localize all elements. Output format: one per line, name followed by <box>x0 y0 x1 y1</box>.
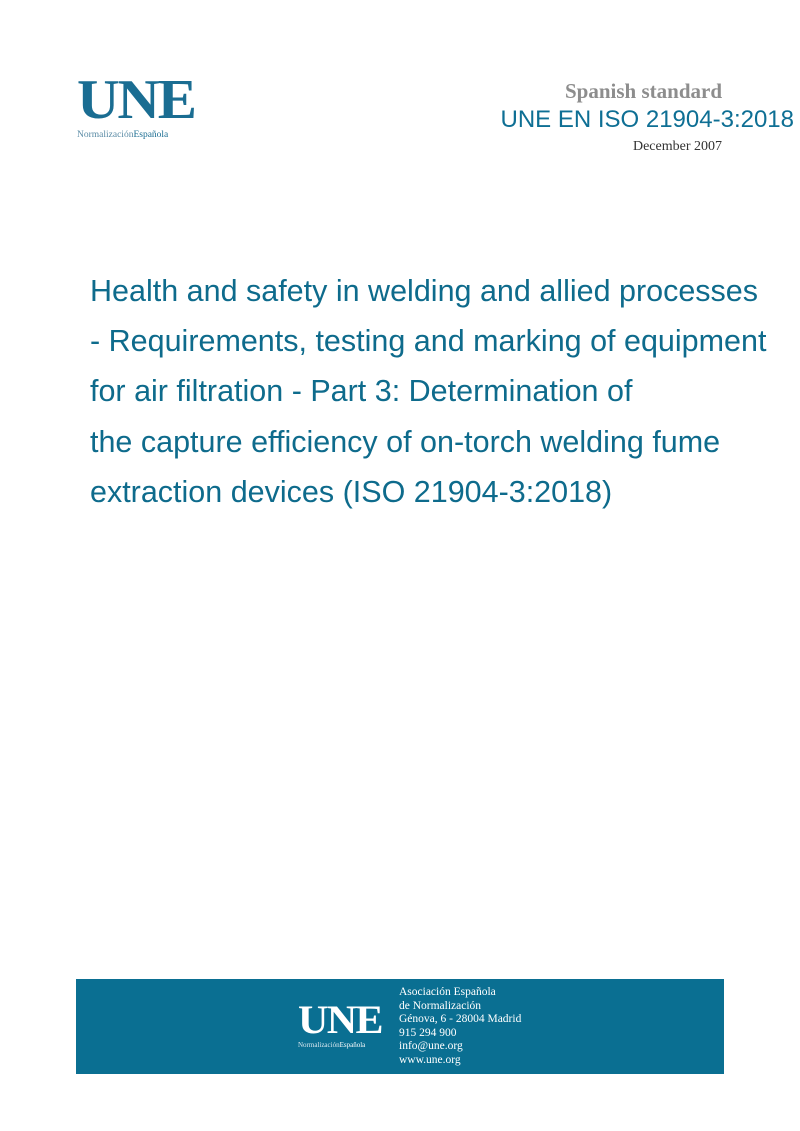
contact-email[interactable]: info@une.org <box>399 1040 463 1053</box>
contact-org-line1: Asociación Española <box>399 986 496 998</box>
logo-subtitle-part2: Española <box>133 130 169 140</box>
logo-wordmark: UNE <box>77 69 195 131</box>
footer-logo-subtitle <box>298 1041 388 1050</box>
contact-info <box>399 986 521 1068</box>
contact-address: Génova, 6 - 28004 Madrid <box>399 1013 522 1026</box>
contact-website[interactable]: www.une.org <box>399 1053 461 1066</box>
contact-org-line2: de Normalización <box>399 999 482 1012</box>
document-title <box>90 266 800 517</box>
footer-logo-subtitle-part1: Normalización <box>298 1041 340 1049</box>
title-line: - Requirements, testing and marking of equipment <box>90 324 767 359</box>
title-line: the capture efficiency of on-torch welding fume <box>90 424 721 459</box>
une-logo <box>77 69 195 141</box>
title-line: for air filtration - Part 3: Determination of <box>90 374 633 409</box>
standard-number: UNE EN ISO 21904-3:2018 <box>500 106 794 133</box>
footer-logo-wordmark: UNE <box>298 997 382 1042</box>
standard-header <box>500 78 794 158</box>
logo-subtitle-part1: Normalización <box>77 130 134 140</box>
footer-logo-subtitle-part2: Española <box>339 1041 366 1049</box>
footer-band <box>76 979 724 1074</box>
title-line: Health and safety in welding and allied processes <box>90 274 759 308</box>
title-line: extraction devices (ISO 21904-3:2018) <box>90 474 613 509</box>
standard-label: Spanish standard <box>565 79 722 103</box>
footer-une-logo <box>298 997 388 1050</box>
standard-date: December 2007 <box>632 139 722 154</box>
contact-phone: 915 294 900 <box>399 1026 457 1039</box>
